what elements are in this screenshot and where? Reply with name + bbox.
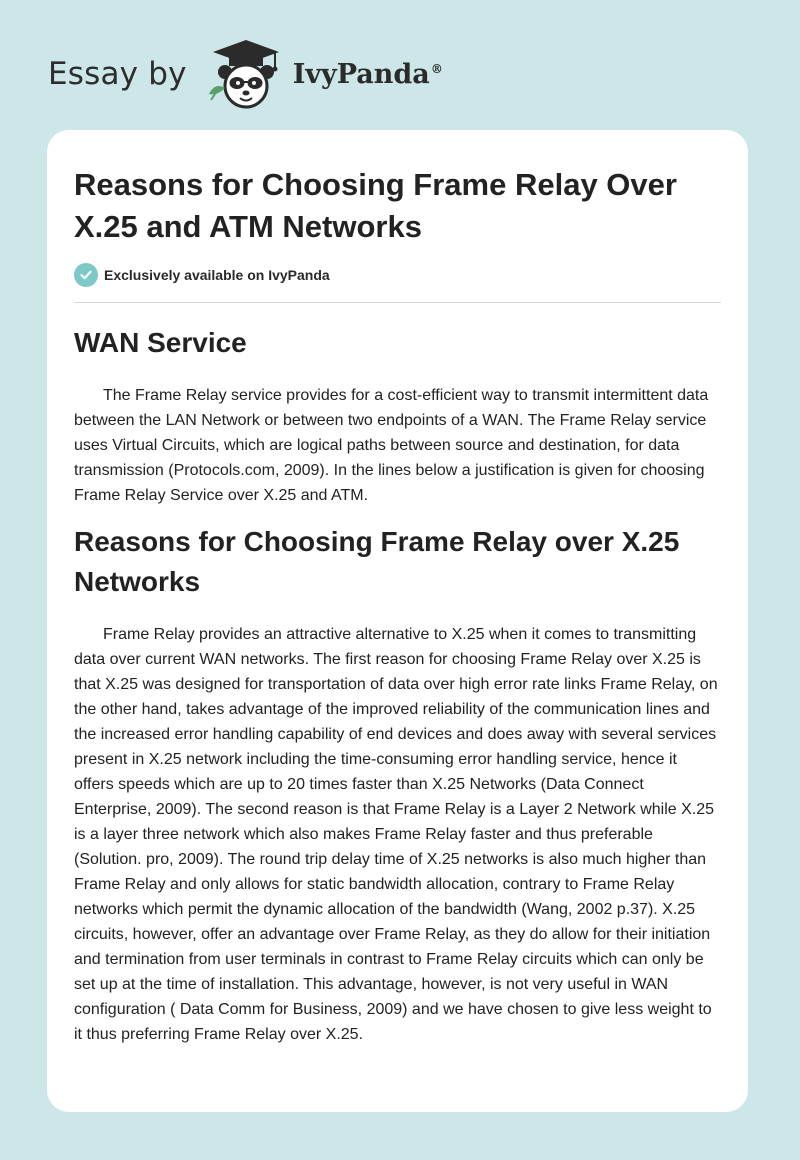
site-brand[interactable]	[48, 38, 443, 110]
exclusive-badge-text: Exclusively available on IvyPanda	[104, 267, 330, 283]
essay-title: Reasons for Choosing Frame Relay Over X.25 and ATM Networks	[74, 167, 677, 244]
essay-card	[47, 130, 748, 1112]
section-heading: Reasons for Choosing Frame Relay over X.25 Networks	[74, 526, 680, 597]
brand-name	[293, 59, 443, 90]
check-icon	[74, 263, 98, 287]
registered-mark: ®	[430, 61, 443, 76]
brand-prefix: Essay by	[48, 56, 187, 92]
title-divider	[74, 302, 721, 303]
section-heading: WAN Service	[74, 327, 247, 358]
section-frame-relay-vs-x25	[74, 522, 721, 1047]
section-paragraph: The Frame Relay service provides for a cost-efficient way to transmit intermittent data between the LAN Network or between two endpoints of a WAN. The Frame Relay service uses Virtual Circuits, which are logical paths between source and destination, for data transmission (Protocols.com, 2009). In the lines below a justification is given for choosing Frame Relay Service over X.25 and ATM.	[74, 387, 709, 504]
panda-graduate-logo-icon	[205, 38, 287, 110]
brand-name-text: IvyPanda	[292, 58, 430, 90]
exclusive-badge	[74, 263, 721, 287]
section-paragraph: Frame Relay provides an attractive alternative to X.25 when it comes to transmitting data over current WAN networks. The first reason for choosing Frame Relay over X.25 is that X.25 was designed for transportation of data over high error rate links Frame Relay, on the other hand, takes advantage of the improved reliability of the communication lines and the increased error handling capability of end devices and does away with several services present in X.25 network including the time-consuming error handling service, hence it offers speeds which are up to 20 times faster than X.25 Networks (Data Connect Enterprise, 2009). The second reason is that Frame Relay is a Layer 2 Network while X.25 is a layer three network which also makes Frame Relay faster and thus preferable (Solution. pro, 2009). The round trip delay time of X.25 networks is also much higher than Frame Relay and only allows for static bandwidth allocation, contrary to Frame Relay networks which permit the dynamic allocation of the bandwidth (Wang, 2002 p.37). X.25 circuits, however, offer an advantage over Frame Relay, as they do allow for their initiation and termination from user terminals in contrast to Frame Relay circuits which can only be set up at the time of installation. This advantage, however, is not very useful in WAN configuration ( Data Comm for Business, 2009) and we have chosen to give less weight to it thus preferring Frame Relay over X.25.	[74, 626, 718, 1043]
section-wan-service	[74, 323, 721, 508]
